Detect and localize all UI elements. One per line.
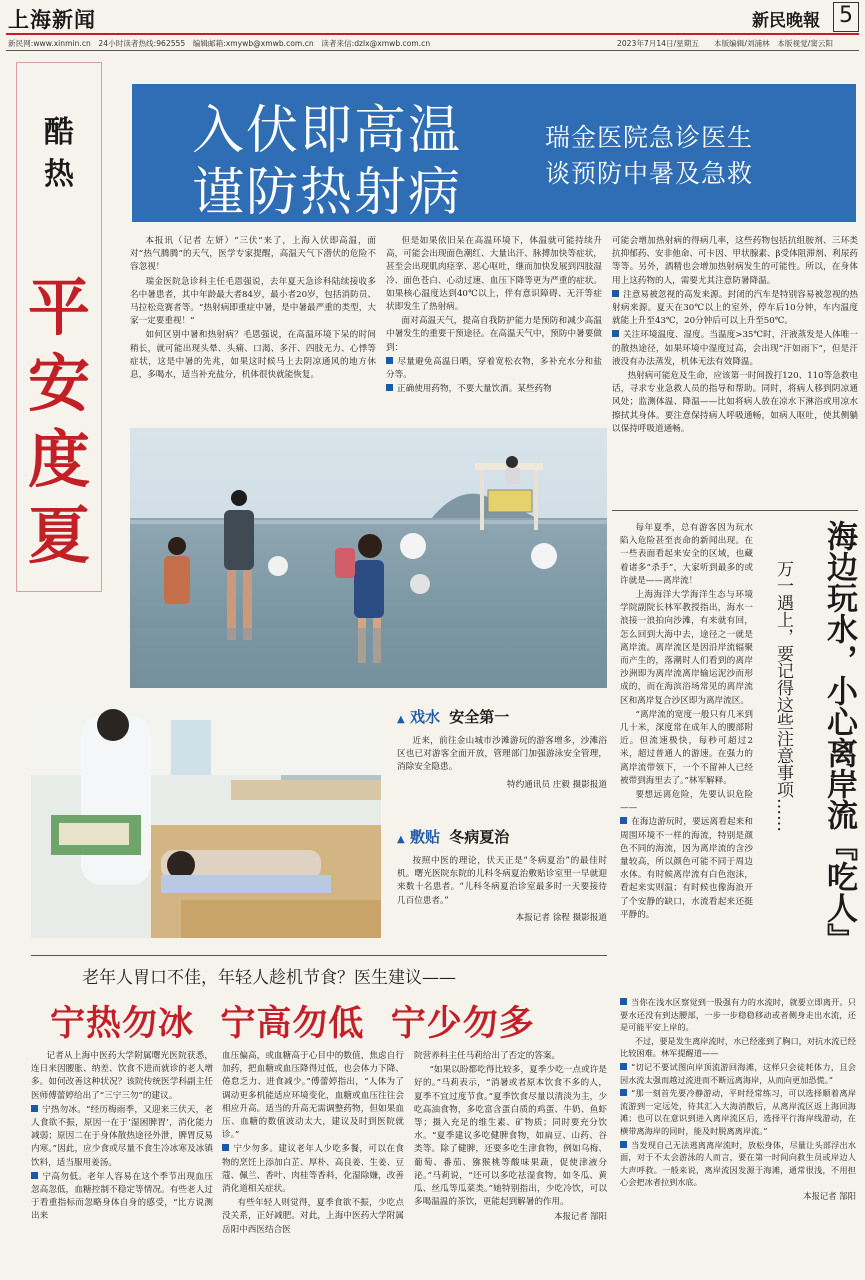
bullet-item [620,1087,856,1137]
square-bullet-icon [386,384,393,391]
headline-sub-2: 谈预防中暑及急救 [545,159,754,188]
bullet-text: 关注环境温度、湿度。当温度>35℃时，汗液蒸发是人体唯一的散热途径，如果环境中湿度过高，会出现“汗如雨下”，但是汗液没有办法蒸发，机体无法有效降温。 [612,330,858,367]
bottom-col3 [414,1050,607,1224]
paragraph: 本报讯（记者 左妍）“三伏”来了，上海入伏即高温，面对“热气腾腾”的天气，医学专家提醒，高温天气下潜伏的危险不容忽视！ [130,236,376,273]
headline-sub-1: 瑞金医院急诊医生 [545,123,754,152]
banner-char: 安 [27,347,90,420]
side-story-title-text: 海边玩水，小心离岸流『吃人』 [821,520,857,954]
article1-col1 [130,235,376,383]
byline: 本报记者 郜阳 [803,1190,856,1201]
bottom-headline: 宁热勿冰 宁高勿低 宁少勿多 [50,1003,535,1044]
banner-char: 夏 [27,499,90,572]
bullet-item [222,1143,404,1196]
triangle-icon: ▲ [397,834,405,845]
caption-keyword: 戏水 [409,708,440,726]
byline: 本报记者 郜阳 [554,1211,607,1222]
paragraph: “如果以盼都吃得比较多，夏季少吃一点或许是好的。”马莉表示，“消暑或者原本饮食不多的人，夏季不宜过度节食。”夏季饮食尽量以清淡为主，少吃高油食物，多吃富含蛋白质的鸡蛋、牛奶、鱼虾等；摄入充足的维生素、矿物质；同时要充分饮水。“夏季建议多吃健脾食物，如扁豆、山药、谷类等。除了健脾，还要多吃生津食物，例如乌梅、葡萄、番茄、猕猴桃等酸味果蔬，促使津液分泌。”马莉说，“还可以多吃祛湿食物，如冬瓜、黄瓜、丝瓜等瓜菜类。”她特别指出，少吃冷饮，可以多喝温温的茶饮，更能起到解暑的作用。 [414,1065,607,1208]
bullet-text: “切记不要试图向岸顶流游回海滩，这样只会徒耗体力，且会因水流太强而越过流进而不断远离海岸，从而向更加恐慌。” [620,1061,856,1085]
side-story-subtitle [758,560,794,832]
banner-char: 平 [27,271,90,344]
header-info: 新民网:www.xinmin.cn 24小时读者热线:962555 编辑邮箱:xmywb@xmwb.com.cn 读者来信:dzlx@xmwb.com.cn [8,39,431,48]
square-bullet-icon [386,357,393,364]
bullet-item [620,996,856,1034]
square-bullet-icon [620,817,627,824]
bottom-col2 [222,1050,404,1238]
paragraph: 血压偏高，或血糖高于心目中的数值，焦虑自行加药，把血糖或血压降得过低，也会体力下降、倦怠乏力、进食减少。”傅蕾婷指出，“人体为了调动更多机能适应环境变化，血糖或血压往往会相应升高。适当的升高无需调整药物，但如果血压、血糖的数值波动太大，建议及时到医院就诊。” [222,1051,404,1141]
caption-credit: 本报记者 徐程 摄影报道 [515,912,607,923]
bottom-col1 [31,1050,213,1225]
square-bullet-icon [620,1141,627,1148]
caption-body [397,735,607,775]
square-bullet-icon [612,290,619,297]
paragraph: 不过，要是发生离岸流时，水已经涨到了胸口，对抗水流已经比较困难。林军提醒道—— [620,1035,856,1059]
headline-line-1: 入伏即高温 [192,101,463,161]
bullet-text: 宁热勿冰。“经历梅雨季，又迎来三伏天，老人食欲不振，原因一在于‘湿困脾胃’，消化能力减弱；原因二在于身体散热途径外泄，脾胃反易内寒。”因此，应少食或尽量不食生冷冰寒及冰镇饮料，适当服用姜汤。 [31,1104,213,1168]
left-banner-small [34,112,84,196]
side-story-border [612,510,858,511]
bullet-text: 宁高勿低。老年人容易在这个季节出现血压忽高忽低，血糖控制不稳定等情况。有些老人过于看重指标而忽略身体自身的感受，“比方说测出来 [31,1171,213,1222]
paragraph: 上海海洋大学海洋生态与环境学院副院长林军教授指出，海水一浪接一浪拍向沙滩，有来就有回，怎么回到大海中去，途径之一就是离岸流。离岸流区是因沿岸流辐聚而产生的，落潮时人们看到的离岸沙洲即为离岸流离岸输运泥沙而形成的，而在海滨浴场常见的离岸流区和离岸复合沙区即为离岸流区。 [620,590,753,706]
caption-text: 按照中医的理论，伏天正是“冬病夏治”的最佳时机。曙光医院东院的儿科冬病夏治敷贴诊室里一早就迎来数十名患者。“儿科冬病夏治诊室最多时一天要接待几百位患者。” [397,856,607,906]
beach-photo [130,428,607,688]
square-bullet-icon [31,1172,38,1179]
header-rule-thin [6,50,859,51]
header-editors: 本版编辑/刘浦林 本版视觉/窦云阳 [714,39,834,48]
bullet-text: 注意易被忽视的高发来源。封闭的汽车是特别容易被忽视的热射病来源。夏天在30℃以上的室外，停车后10分钟，车内温度就能上升至43℃，20分钟后可以上升至50℃。 [612,289,858,327]
bottom-kicker: 老年人胃口不佳，年轻人趁机节食？医生建议—— [82,968,456,988]
bullet-text: 尽量避免高温日晒，穿着宽松衣物，多补充水分和盐分等。 [386,356,602,381]
paragraph: 瑞金医院急诊科主任毛恩强说，去年夏天急诊科陆续接收多名中暑患者，其中年龄最大者84岁，最小者20岁，包括消防员、马拉松竞赛者等。“热射病即重症中暑，是中暑最严重的类型，大家一定要重视！” [130,276,376,327]
clinic-photo-image [31,705,381,938]
paragraph: 面对高温天气，提高自我防护能力是预防和减少高温中暑发生的重要干预途径。在高温天气中，预防中暑要做到： [386,316,602,353]
paragraph: 可能会增加热射病的得病几率，这些药物包括抗组胺剂、三环类抗抑郁药、安非他命、可卡因、甲状腺素、β受体阻滞剂、利尿药等等。另外，酒精也会增加热射病发生的可能性。所以，在身体用上这药物的人，需要尤其注意防暑降温。 [612,236,858,286]
square-bullet-icon [222,1144,229,1151]
bullet-text: 当发现自己无法逃离离岸流时，放松身体，尽量让头部浮出水面，对于不太会游泳的人而言，要在第一时间向救生员或岸边人大声呼救。一般来说，离岸流因发源于海滩，通常很浅，不用担心会把冰者拉到水底。 [620,1139,856,1188]
bullet-item [31,1104,213,1170]
brand-logo: 新民晚報 [752,11,820,31]
header-rule [6,33,859,35]
caption-text: 近来，前往金山城市沙滩游玩的游客增多，沙滩浴区也已对游客全面开放，管理部门加强游泳安全管理，消除安全隐患。 [397,736,607,773]
caption-heading: 冬病夏治 [449,828,510,846]
paragraph: 但是如果依旧呆在高温环境下，体温就可能持续升高，可能会出现面色潮红、大量出汗、脉搏加快等症状，甚至会出现肌肉痉挛、恶心呕吐，继而加快发展到四肢湿冷、面色苍白、心动过速、血压下降等更为严重的症状。如果核心温度达到40℃以上，伴有意识障碍、无汗等症状即发生了热射病。 [386,236,602,313]
paragraph: 要想远离危险，先要认识危险—— [620,790,753,814]
square-bullet-icon [620,1089,627,1096]
banner-char: 酷 [44,115,74,150]
bullet-item [31,1171,213,1224]
square-bullet-icon [620,1063,627,1070]
paragraph: 如何区别中暑和热射病？毛恩强说，在高温环境下呆的时间稍长，就可能出现头晕、头痛、口渴、多汗、四肢无力、心悸等症状，这是中暑的先兆，如果这时候马上去阴凉通风的地方休息，多喝水，适当补充盐分，机体很快就能恢复。 [130,330,376,381]
square-bullet-icon [620,998,627,1005]
paragraph: 记者从上海中医药大学附属曙光医院获悉，连日来因腰胀、纳差、饮食不进而就诊的老人增多。如何改善这种状况？该院传统医学科副主任医师傅蕾婷给出了“三宁三勿”的建议。 [31,1051,213,1101]
left-banner-big [16,270,102,574]
article1-col2 [386,235,602,397]
fuxie-caption [397,826,607,923]
paragraph: 有些年轻人则觉得，夏季食欲不振，少吃点没关系，正好减肥。对此，上海中医药大学附属岳阳中西医结合医 [222,1198,404,1235]
clinic-photo [31,705,381,938]
article1-col3 [612,235,858,437]
paragraph: 院营养科主任马莉给出了否定的答案。 [414,1051,561,1061]
caption-heading: 安全第一 [449,708,510,726]
paragraph: “离岸流的宽度一般只有几米到几十米，深度常在成年人的腰部附近。但流速极快，每秒可超过2米，超过普通人的游速。在强力的离岸流带领下，一个不留神人已经被带到海里去了。”林军解释。 [620,709,753,786]
bullet-text: “那一刻首先要冷静游动，平时经常练习，可以选择顺着离岸流游到一定远处，待其汇入大海消散后，从离岸流区返上海回海滩；也可以在意识到进入离岸流区后，选择平行海岸线游动，在横带离海岸的同时，能及时脱离离岸流。” [620,1088,856,1136]
side-story-title [798,520,856,954]
bullet-item [612,329,858,369]
bullet-item [620,1061,856,1086]
caption-title [397,706,607,727]
caption-title [397,826,607,847]
triangle-icon: ▲ [397,714,405,725]
section-title: 上海新闻 [8,8,96,32]
bullet-text: 宁少勿多。建议老年人少吃多餐，可以在食物的烹饪上添加白芷、厚朴、高良姜、生姜、豆蔻、佩兰、香叶、肉桂等香料，化湿除嫌，改善消化道相关症状。 [222,1144,404,1195]
bullet-item [620,816,753,922]
headline-line-2: 谨防热射病 [192,163,463,223]
banner-char: 度 [27,423,90,496]
square-bullet-icon [31,1105,38,1112]
side-story-subtitle-text: 万一遇上，要记得这些注意事项…… [773,560,793,832]
side-story-body-bottom [620,996,856,1203]
bullet-text: 在海边游玩时，要远离看起来和周围环境不一样的海流，特别是颜色不同的海流，因为离岸流的含沙量较高，所以颜色可能不同于周边水体。有时候离岸流有白色泡沫，看起来实则温；有时候也像海浪开了个安静的缺口，水流看起来还挺平静的。 [620,817,753,920]
bullet-item [386,356,602,382]
paragraph: 每年夏季，总有游客因为玩水陷入危险甚至丧命的新闻出现。在一些表面看起来安全的区域，也藏着诸多“杀手”，大家听到最多的或许就是——离岸流！ [620,523,753,586]
bottom-article-rule [31,955,607,956]
page-number: 5 [839,3,853,28]
bullet-item [620,1139,856,1189]
side-story-body-top [620,522,753,923]
square-bullet-icon [612,330,619,337]
bullet-item [612,289,858,329]
header-date: 2023年7月14日/星期五 [617,39,699,48]
xishui-caption [397,706,607,790]
beach-photo-image [130,428,607,688]
bullet-text: 正确使用药物，不要大量饮酒。某些药物 [397,384,552,395]
paragraph: 热射病可能危及生命，应该第一时间拨打120、110等急救电话，寻求专业急救人员的指导和帮助。同时，将病人移到阴凉通风处；监测体温、降温——比如将病人放在凉水下淋浴或用凉水擦拭其身体。要注意保持病人呼吸通畅，如病人呕吐，使其侧躺以保持呼吸道通畅。 [612,371,858,434]
bullet-text: 当你在浅水区察觉到一股强有力的水流时，就要立即离开。只要水还没有到达腰部，一步一步稳稳移动或者侧身走出水流，还是可能平安上岸的。 [620,997,856,1033]
caption-credit: 特约通讯员 庄毅 摄影报道 [507,779,607,790]
banner-char: 热 [44,157,74,192]
bullet-item [386,383,602,396]
caption-body [397,855,607,908]
caption-keyword: 敷贴 [409,828,440,846]
